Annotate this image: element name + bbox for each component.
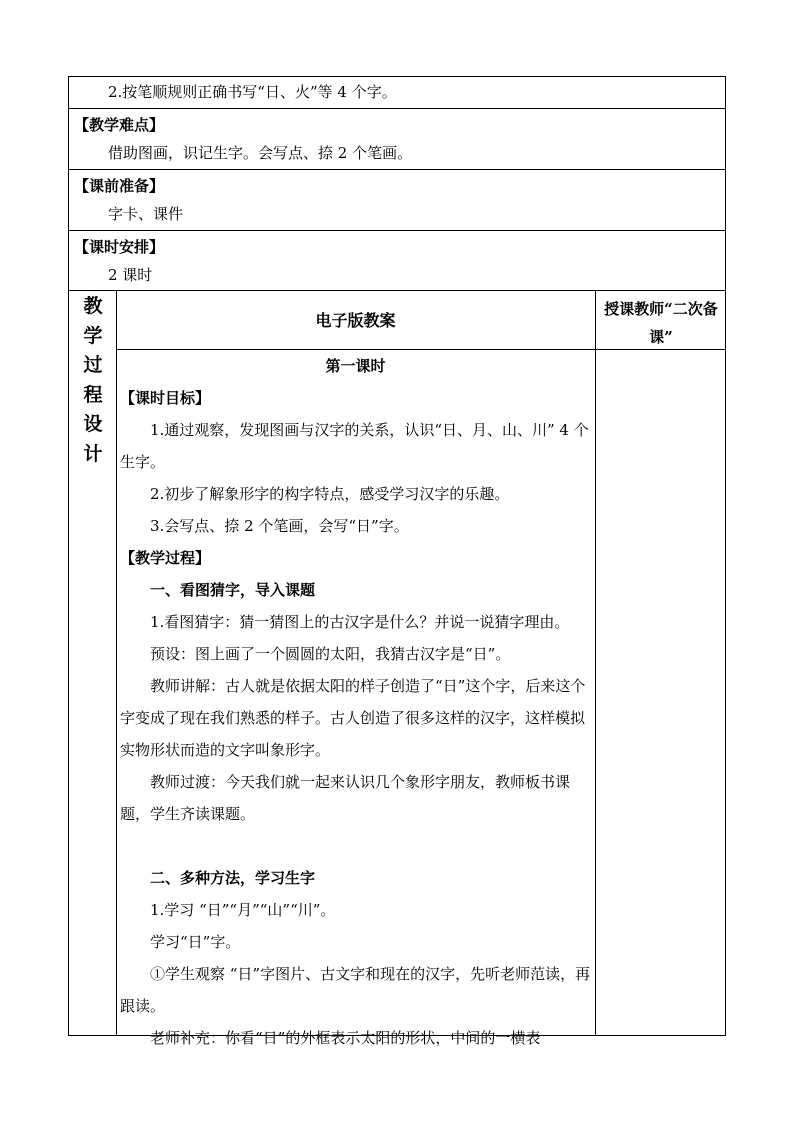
part1-paragraph: 1.看图猜字：猜一猜图上的古汉字是什么？并说一说猜字理由。 bbox=[150, 613, 570, 631]
part2-paragraph: 学习“日”字。 bbox=[150, 933, 241, 951]
row-divider bbox=[68, 108, 726, 109]
teacher-column-header: 授课教师“二次备课” bbox=[604, 300, 718, 346]
main-column-header: 电子版教案 bbox=[315, 311, 396, 330]
objective-item: 3.会写点、捺 2 个笔画，会写“日”字。 bbox=[150, 517, 409, 535]
side-label-char: 程 bbox=[83, 383, 103, 406]
side-label-char: 计 bbox=[83, 442, 103, 465]
part1-paragraph: 预设：图上画了一个圆圆的太阳，我猜古汉字是“日”。 bbox=[150, 645, 511, 663]
lesson-body bbox=[120, 382, 592, 1054]
objectives-title: 【课时目标】 bbox=[120, 389, 211, 407]
lesson-title: 第一课时 bbox=[325, 357, 386, 375]
row-divider bbox=[68, 290, 726, 291]
part2-paragraph: 1.学习 “日”“月”“山”“川”。 bbox=[150, 901, 336, 919]
section-content-schedule: 2 课时 bbox=[108, 266, 153, 284]
side-label-char: 设 bbox=[83, 413, 103, 435]
part1-paragraph: 教师过渡：今天我们就一起来认识几个象形字朋友，教师板书课题，学生齐读课题。 bbox=[120, 773, 571, 823]
objective-item: 2.初步了解象形字的构字特点，感受学习汉字的乐趣。 bbox=[150, 485, 510, 503]
blank-line bbox=[120, 830, 592, 862]
part1-title: 一、看图猜字，导入课题 bbox=[150, 581, 316, 599]
table-border-left bbox=[68, 76, 69, 1036]
part2-paragraph: 老师补充：你看“日”的外框表示太阳的形状，中间的一横表 bbox=[150, 1029, 541, 1047]
table-border-top bbox=[68, 76, 726, 77]
objective-item: 1.通过观察，发现图画与汉字的关系，认识“日、月、山、川” 4 个生字。 bbox=[120, 421, 589, 471]
section-title-difficulty: 【教学难点】 bbox=[74, 116, 165, 134]
part1-paragraph: 教师讲解：古人就是依据太阳的样子创造了“日”这个字，后来这个字变成了现在我们熟悉的样子。古人创造了很多这样的汉字，这样模拟实物形状而造的文字叫象形字。 bbox=[120, 677, 586, 759]
side-label-char: 学 bbox=[83, 324, 103, 347]
row-divider bbox=[68, 169, 726, 170]
section-content-difficulty: 借助图画，识记生字。会写点、捺 2 个笔画。 bbox=[108, 144, 413, 162]
teacher-col-divider bbox=[595, 290, 596, 1036]
process-title: 【教学过程】 bbox=[120, 549, 211, 567]
part2-title: 二、多种方法，学习生字 bbox=[150, 869, 316, 887]
objective-2-text: 2.按笔顺规则正确书写“日、火”等 4 个字。 bbox=[108, 83, 397, 101]
part2-paragraph: ①学生观察 “日”字图片、古文字和现在的汉字，先听老师范读，再跟读。 bbox=[120, 965, 591, 1015]
side-label-char: 教 bbox=[83, 295, 103, 317]
section-title-preparation: 【课前准备】 bbox=[74, 177, 165, 195]
side-label bbox=[70, 292, 116, 469]
section-title-schedule: 【课时安排】 bbox=[74, 238, 165, 256]
side-col-divider bbox=[116, 290, 117, 1036]
side-label-char: 过 bbox=[83, 354, 103, 376]
section-content-preparation: 字卡、课件 bbox=[108, 205, 184, 223]
row-divider bbox=[68, 230, 726, 231]
table-border-right bbox=[725, 76, 726, 1036]
